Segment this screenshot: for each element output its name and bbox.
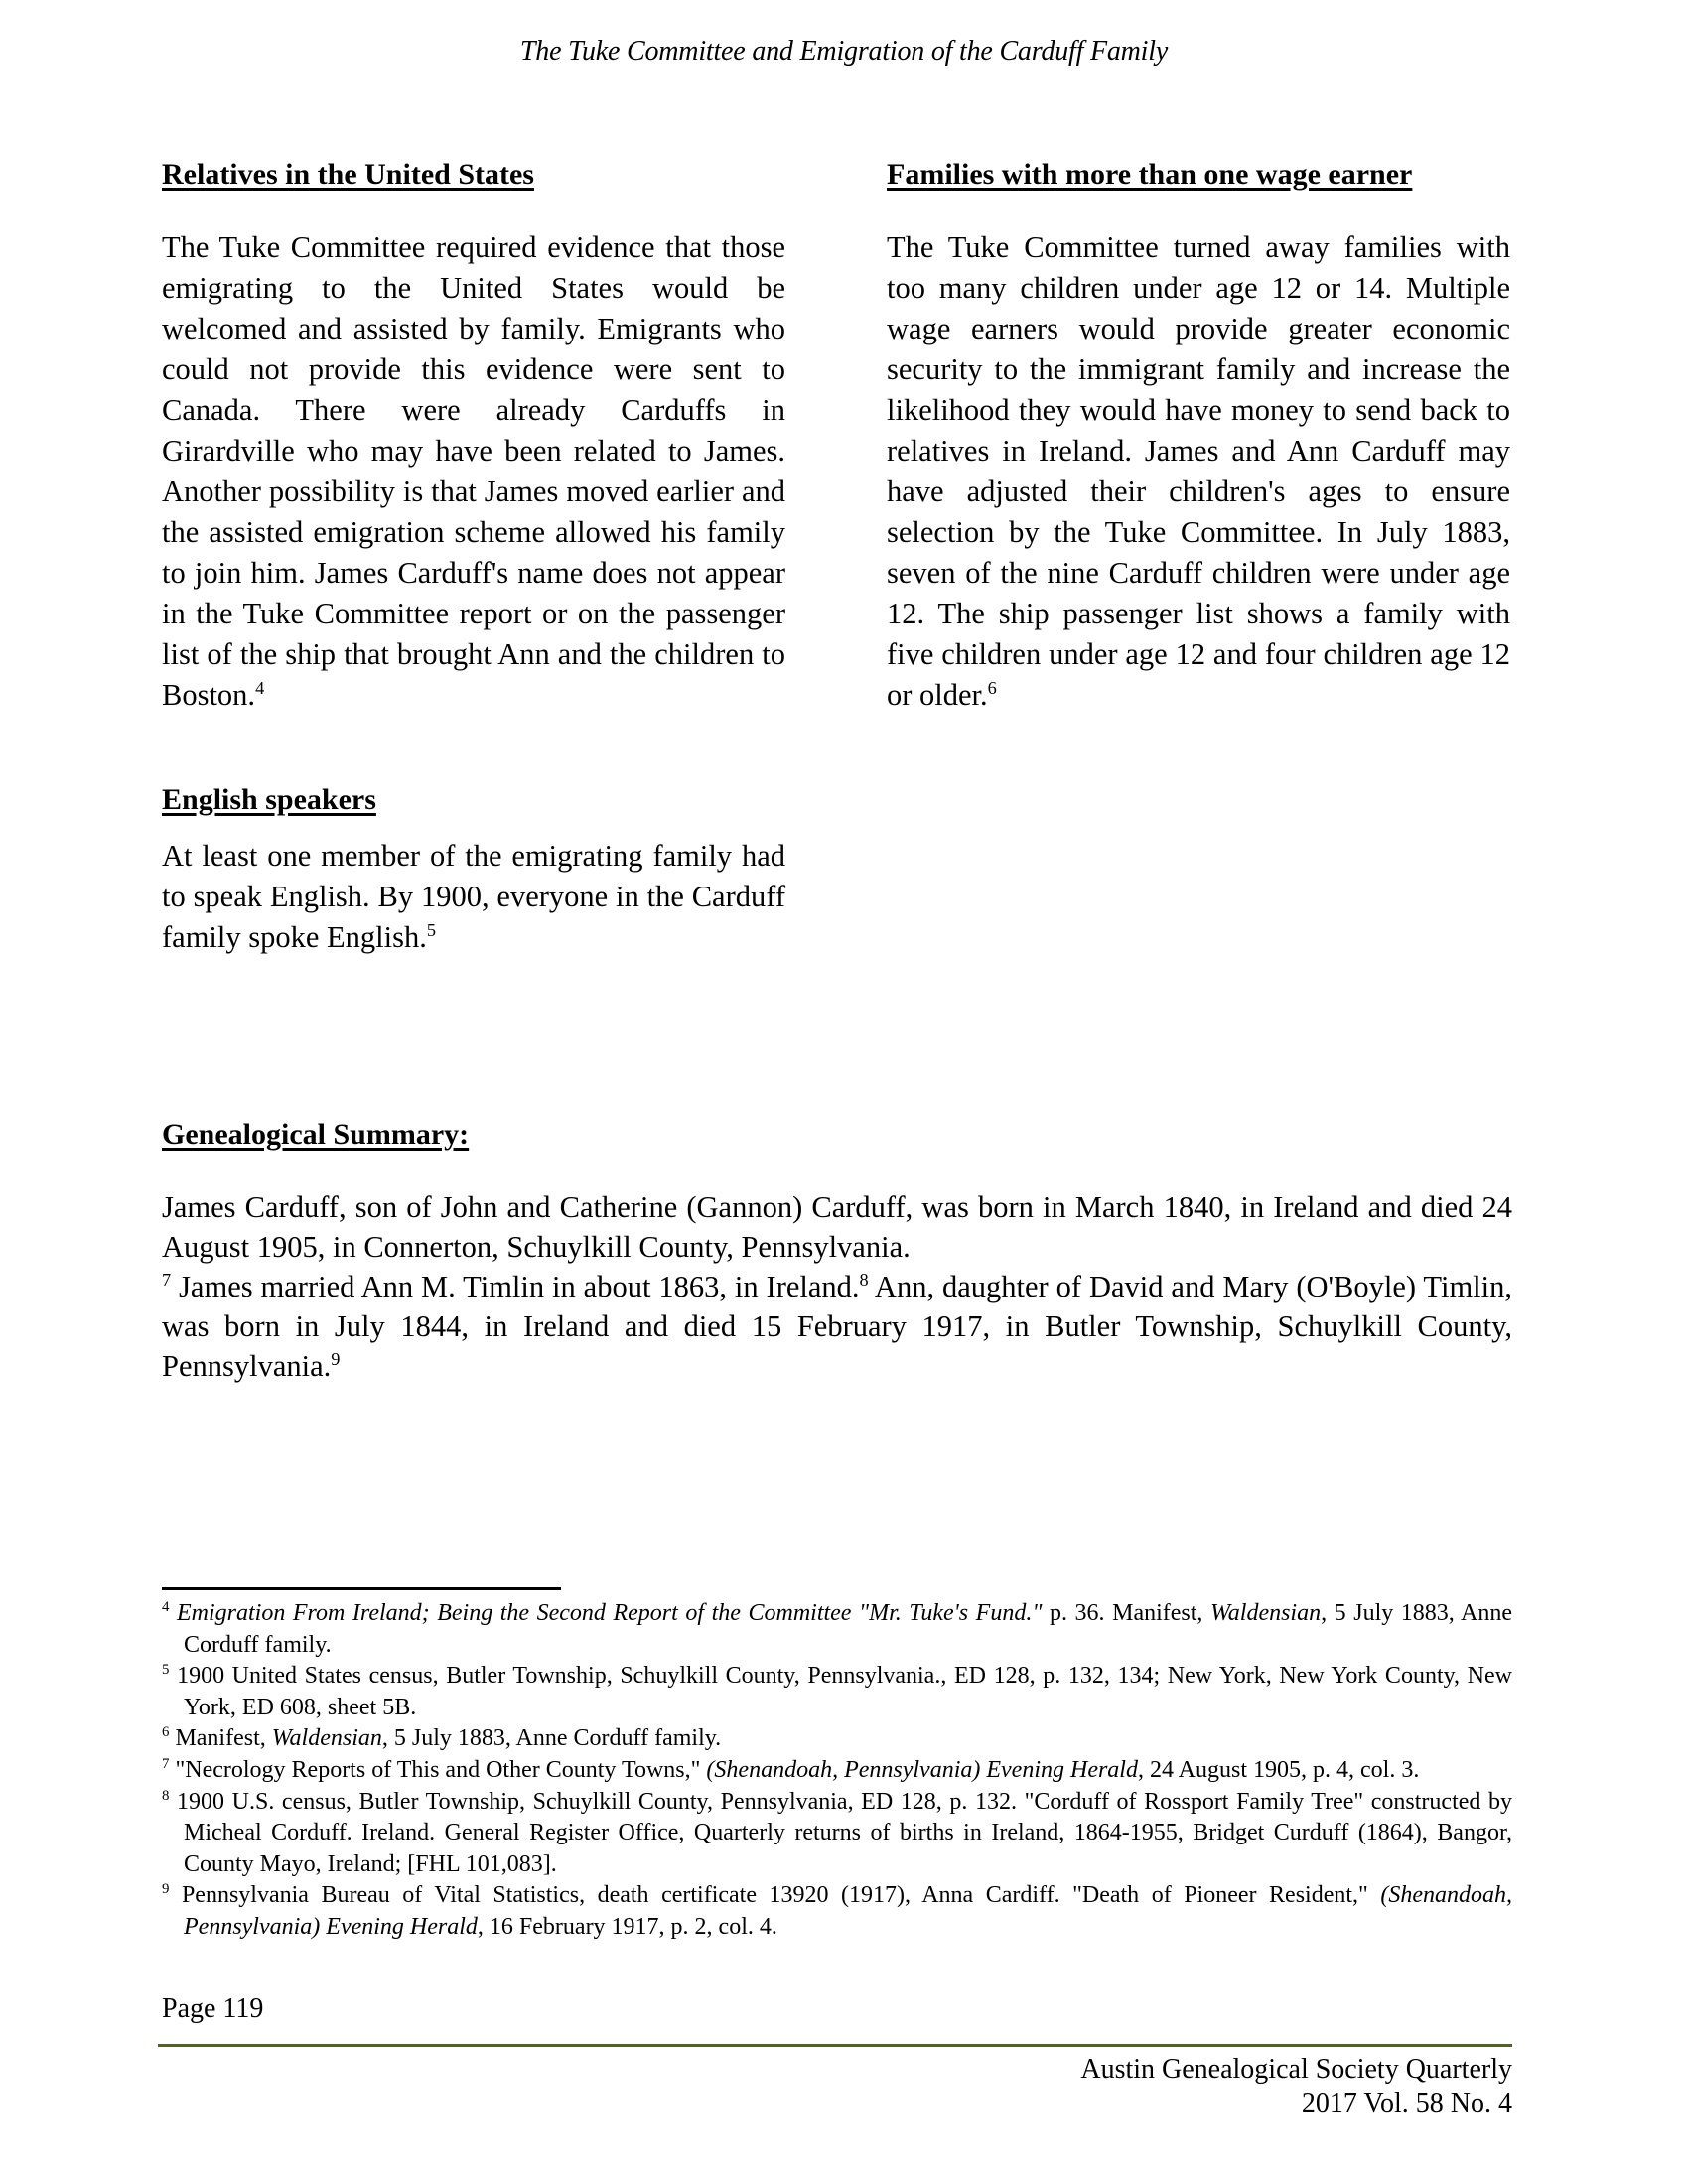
section-heading: Relatives in the United States: [162, 158, 534, 191]
section-body: [162, 836, 785, 958]
body-text: The Tuke Committee required evidence that those emigrating to the United States would be welcomed and assisted by family. Emigrants who could not provide this evidence were sent to Canada. There were already Carduffs in Girardville who may have been related to James. Another possibility is that James moved earlier and the assisted emigration scheme allowed his family to join him. James Carduff's name does not appear in the Tuke Committee report or on the passenger list of the ship that brought Ann and the children to Boston.: [162, 230, 785, 712]
footnote-number: 8: [162, 1787, 170, 1804]
footnote-separator: [162, 1587, 561, 1590]
summary-paragraph: [162, 1267, 1512, 1386]
footnote-text: , 24 August 1905, p. 4, col. 3.: [1137, 1756, 1420, 1783]
footnote: [162, 1755, 1512, 1787]
section-body: [162, 227, 785, 716]
footnotes: [162, 1598, 1512, 1944]
footnote-title: Waldensian: [271, 1725, 382, 1752]
footnote-ref[interactable]: 7: [162, 1269, 172, 1290]
section-heading: English speakers: [162, 783, 376, 816]
publication-name: Austin Genealogical Society Quarterly: [1080, 2054, 1512, 2085]
footnote-number: 7: [162, 1755, 170, 1772]
footnote-title: Emigration From Ireland; Being the Second Report of the Committee "Mr. Tuke's Fund.": [177, 1600, 1043, 1626]
footnote-text: , 5 July 1883, Anne Corduff family.: [381, 1725, 722, 1752]
footnote-title: (Shenandoah, Pennsylvania) Evening Herald: [184, 1882, 1512, 1940]
footer-publication: [1080, 2053, 1512, 2120]
footnote-text: , 5 July 1883, Anne Corduff family.: [184, 1600, 1513, 1658]
summary-text: Ann, daughter of David and Mary (O'Boyle) Timlin, was born in July 1844, in Ireland and died 15 February 1917, in Butler Township, Schuylkill County, Pennsylvania.: [162, 1270, 1512, 1383]
summary-heading: Genealogical Summary:: [162, 1118, 470, 1151]
section-english-speakers: [162, 782, 785, 958]
footnote-title: (Shenandoah, Pennsylvania) Evening Herald: [706, 1756, 1138, 1783]
section-relatives: [162, 157, 785, 716]
body-text: At least one member of the emigrating family had to speak English. By 1900, everyone in the Carduff family spoke English.: [162, 839, 785, 954]
section-heading: Families with more than one wage earner: [887, 158, 1413, 191]
footnote: [162, 1880, 1512, 1943]
footnote-number: 4: [162, 1599, 170, 1615]
footnote-ref[interactable]: 6: [987, 677, 997, 698]
footnote-text: , 16 February 1917, p. 2, col. 4.: [477, 1913, 777, 1940]
footnote-title: Waldensian: [1209, 1600, 1322, 1626]
body-text: The Tuke Committee turned away families with too many children under age 12 or 14. Multiple wage earners would provide greater economic security to the immigrant family and increase the likelihood they would have money to send back to relatives in Ireland. James and Ann Carduff may have adjusted their children's ages to ensure selection by the Tuke Committee. In July 1883, seven of the nine Carduff children were under age 12. The ship passenger list shows a family with five children under age 12 and four children age 12 or older.: [887, 230, 1510, 712]
footnote-text: "Necrology Reports of This and Other County Towns,": [175, 1756, 707, 1783]
footnote-ref[interactable]: 9: [331, 1348, 341, 1369]
footnote-number: 6: [162, 1724, 170, 1741]
footnote: [162, 1723, 1512, 1755]
page-number: Page 119: [162, 1993, 264, 2024]
footnote-text: Manifest,: [175, 1725, 272, 1752]
footnote-ref[interactable]: 4: [255, 677, 265, 698]
footnote-text: p. 36. Manifest,: [1042, 1600, 1210, 1626]
summary-text: James married Ann M. Timlin in about 1863, in Ireland.: [171, 1270, 860, 1303]
issue-info: 2017 Vol. 58 No. 4: [1301, 2088, 1512, 2118]
footnote: [162, 1598, 1512, 1661]
running-head: The Tuke Committee and Emigration of the Carduff Family: [519, 36, 1169, 67]
footnote-number: 9: [162, 1881, 170, 1898]
summary-paragraph: James Carduff, son of John and Catherine (Gannon) Carduff, was born in March 1840, in Ireland and died 24 August 1905, in Connerton, Schuylkill County, Pennsylvania.: [162, 1190, 1512, 1264]
footnote-text: Pennsylvania Bureau of Vital Statistics, death certificate 13920 (1917), Anna Cardiff. "Death of Pioneer Resident,": [181, 1882, 1381, 1909]
summary-heading-wrap: [162, 1117, 469, 1153]
footnote: [162, 1787, 1512, 1881]
footnote-text: 1900 United States census, Butler Township, Schuylkill County, Pennsylvania., ED 128, p. 132, 134; New York, New York County, New York, ED 608, sheet 5B.: [177, 1663, 1512, 1720]
footnote: [162, 1661, 1512, 1723]
genealogical-summary: [162, 1187, 1512, 1386]
footnote-number: 5: [162, 1662, 170, 1679]
footer-rule: [158, 2044, 1512, 2047]
section-wage-earners: [887, 157, 1510, 716]
footnote-text: 1900 U.S. census, Butler Township, Schuylkill County, Pennsylvania, ED 128, p. 132. "Corduff of Rossport Family Tree" constructed by Micheal Corduff. Ireland. General Register Office, Quarterly returns of births in Ireland, 1864-1955, Bridget Curduff (1864), Bangor, County Mayo, Ireland; [FHL 101,083].: [177, 1788, 1512, 1877]
footnote-ref[interactable]: 8: [859, 1269, 869, 1290]
footnote-ref[interactable]: 5: [426, 919, 436, 940]
section-body: [887, 227, 1510, 716]
